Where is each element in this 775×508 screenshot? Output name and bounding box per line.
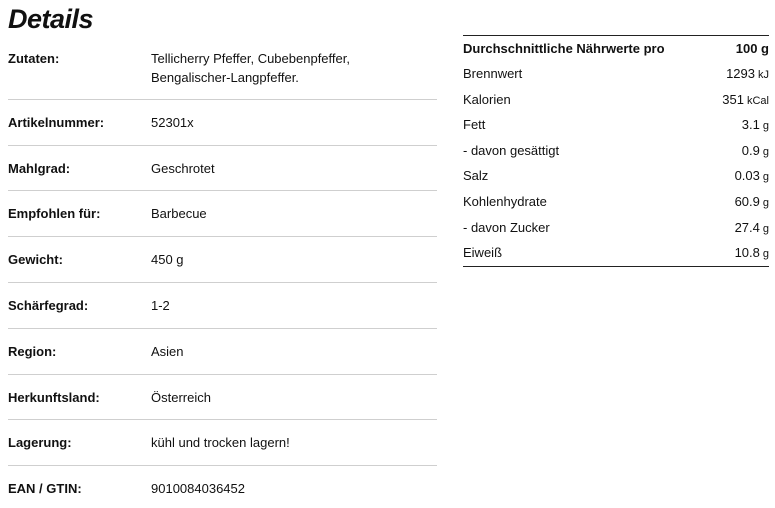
nutrition-amount: 27.4 xyxy=(734,219,760,235)
nutrition-value xyxy=(726,61,769,87)
nutrition-amount: 10.8 xyxy=(734,245,760,261)
details-label: Zutaten: xyxy=(8,51,60,66)
details-label: EAN / GTIN: xyxy=(8,481,82,496)
nutrition-row-brennwert xyxy=(463,61,769,87)
nutrition-value xyxy=(735,189,769,215)
details-row-lagerung xyxy=(8,420,437,466)
nutrition-unit: g xyxy=(762,120,769,133)
details-label: Herkunftsland: xyxy=(8,390,100,405)
details-label: Schärfegrad: xyxy=(8,298,89,313)
details-table xyxy=(8,40,437,506)
nutrition-row-eiweiss xyxy=(463,240,769,266)
nutrition-amount: 351 xyxy=(722,91,744,107)
nutrition-amount: 0.03 xyxy=(734,168,760,184)
nutrition-unit: kCal xyxy=(746,94,769,107)
nutrition-unit: kJ xyxy=(758,69,769,81)
details-value: 52301x xyxy=(151,115,194,130)
nutrition-row-zucker xyxy=(463,215,769,241)
details-row-ean xyxy=(8,466,437,506)
details-value: Barbecue xyxy=(151,206,207,221)
nutrition-label: Kalorien xyxy=(463,91,511,107)
nutrition-header-value: 100 g xyxy=(735,41,769,56)
nutrition-header xyxy=(463,36,769,61)
details-row-mahlgrad xyxy=(8,146,437,191)
nutrition-amount: 0.9 xyxy=(741,142,760,158)
nutrition-table xyxy=(463,35,769,267)
details-value: kühl und trocken lagern! xyxy=(151,435,290,450)
details-label: Region: xyxy=(8,344,57,359)
nutrition-value xyxy=(742,112,769,138)
details-value xyxy=(151,49,437,87)
nutrition-value xyxy=(735,163,769,189)
nutrition-amount: 60.9 xyxy=(734,193,760,209)
details-row-region xyxy=(8,329,437,375)
details-row-herkunftsland xyxy=(8,375,437,420)
details-value-line: Tellicherry Pfeffer, Cubebenpfeffer, xyxy=(151,51,350,66)
nutrition-value xyxy=(735,215,769,241)
nutrition-row-gesaettigt xyxy=(463,138,769,164)
nutrition-label: - davon gesättigt xyxy=(463,142,560,158)
nutrition-unit: g xyxy=(762,145,769,158)
nutrition-label: Eiweiß xyxy=(463,245,503,261)
nutrition-row-kohlenhydrate xyxy=(463,189,769,215)
nutrition-label: Kohlenhydrate xyxy=(463,193,547,209)
details-value: Österreich xyxy=(151,390,211,405)
nutrition-value xyxy=(742,138,769,164)
details-label: Mahlgrad: xyxy=(8,161,71,176)
details-label: Empfohlen für: xyxy=(8,206,101,221)
nutrition-header-label: Durchschnittliche Nährwerte pro xyxy=(463,41,665,56)
nutrition-label: Salz xyxy=(463,168,489,184)
details-row-artikelnummer xyxy=(8,100,437,146)
nutrition-row-kalorien xyxy=(463,87,769,113)
nutrition-label: Fett xyxy=(463,117,486,133)
nutrition-unit: g xyxy=(762,222,769,235)
nutrition-amount: 3.1 xyxy=(741,117,760,133)
details-label: Gewicht: xyxy=(8,252,63,267)
details-value: 9010084036452 xyxy=(151,481,245,496)
details-row-zutaten xyxy=(8,40,437,100)
nutrition-label: - davon Zucker xyxy=(463,219,550,235)
details-heading: Details xyxy=(8,4,94,34)
details-value: Geschrotet xyxy=(151,161,215,176)
details-row-schaerfegrad xyxy=(8,283,437,329)
details-value: 450 g xyxy=(151,252,184,267)
nutrition-unit: g xyxy=(762,248,769,261)
details-value-line: Bengalischer-Langpfeffer. xyxy=(151,70,299,85)
nutrition-row-fett xyxy=(463,112,769,138)
details-value: Asien xyxy=(151,344,184,359)
details-value: 1-2 xyxy=(151,298,170,313)
nutrition-label: Brennwert xyxy=(463,66,523,81)
details-label: Lagerung: xyxy=(8,435,72,450)
nutrition-value xyxy=(722,87,769,113)
nutrition-amount: 1293 xyxy=(726,66,755,81)
details-row-empfohlen xyxy=(8,191,437,237)
nutrition-row-salz xyxy=(463,163,769,189)
details-row-gewicht xyxy=(8,237,437,283)
nutrition-unit: g xyxy=(762,196,769,209)
nutrition-unit: g xyxy=(762,171,769,184)
nutrition-value xyxy=(735,240,769,266)
details-label: Artikelnummer: xyxy=(8,115,105,130)
